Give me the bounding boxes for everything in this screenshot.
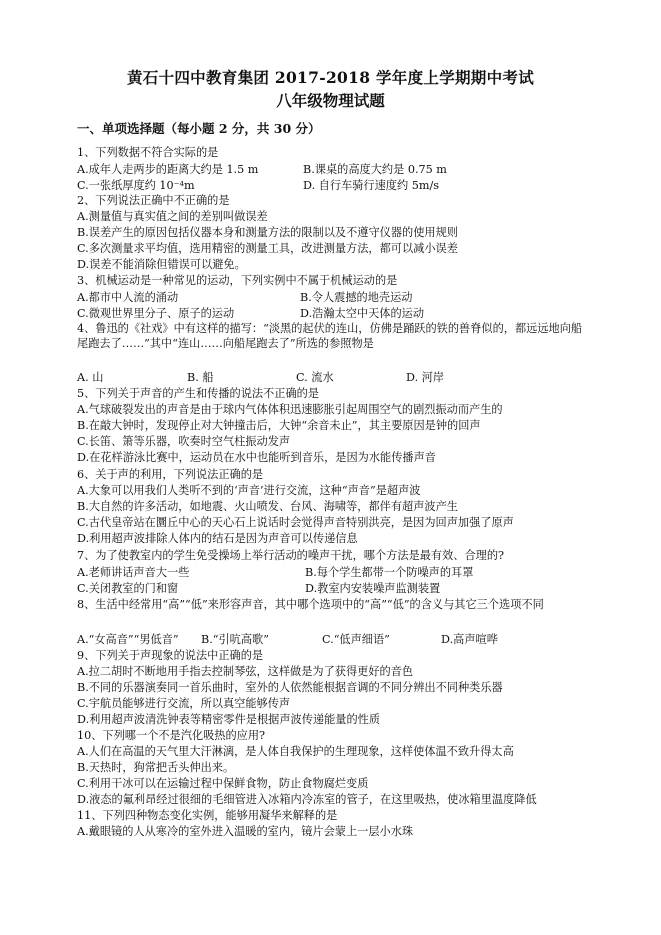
question-5-option-d: D.在花样游泳比赛中，运动员在水中也能听到音乐，是因为水能传播声音 [77,451,436,464]
section-heading: 一、单项选择题（每小题 2 分，共 30 分） [77,121,321,136]
question-5-option-a: A.气球破裂发出的声音是由于球内气体体积迅速膨胀引起周围空气的剧烈振动而产生的 [77,403,503,416]
question-4-stem: 4、鲁迅的《社戏》中有这样的描写：“淡黑的起伏的连山，仿佛是踊跃的铁的兽脊似的，都远远地向船尾跑去了……”其中“连山……向船尾跑去了”所选的参照物是 [77,322,583,350]
question-10-option-d: D.液态的氟利昂经过很细的毛细管进入冰箱内冷冻室的管子，在这里吸热，使冰箱里温度降低 [77,793,537,806]
question-7-option-a: A.老师讲话声音大一些 [77,566,190,579]
question-10-option-c: C.利用干冰可以在运输过程中保鲜食物，防止食物腐烂变质 [77,777,369,790]
question-9-option-d: D.利用超声波清洗钟表等精密零件是根据声波传递能量的性质 [77,713,381,726]
question-6-option-a: A.大象可以用我们人类听不到的‘声音’进行交流，这种“声音”是超声波 [77,484,421,497]
question-9-option-a: A.拉二胡时不断地用手指去控制琴弦，这样做是为了获得更好的音色 [77,665,414,678]
question-9-option-c: C.宇航员能够进行交流，所以真空能够传声 [77,697,291,710]
question-10-stem: 10、下列哪一个不是汽化吸热的应用? [77,729,266,742]
question-3-option-d: D.浩瀚太空中天体的运动 [300,307,425,320]
question-8-option-a: A.“女高音”“男低音” [77,633,179,646]
question-2-option-a: A.测量值与真实值之间的差别叫做误差 [77,210,268,223]
question-2-option-b: B.误差产生的原因包括仪器本身和测量方法的限制以及不遵守仪器的使用规则 [77,226,458,239]
exam-title: 黄石十四中教育集团 2017-2018 学年度上学期期中考试 [126,68,534,87]
question-11-stem: 11、下列四种物态变化实例，能够用凝华来解释的是 [77,809,338,822]
question-3-option-c: C.微观世界里分子、原子的运动 [77,307,235,320]
question-5-option-c: C.长笛、箫等乐器，吹奏时空气柱振动发声 [77,435,291,448]
question-7-option-d: D.教室内安装噪声监测装置 [305,582,441,595]
question-7-stem: 7、为了使教室内的学生免受操场上举行活动的噪声干扰，哪个方法是最有效、合理的? [77,549,505,562]
question-2-option-c: C.多次测量求平均值，选用精密的测量工具，改进测量方法，都可以减小误差 [77,242,458,255]
question-6-option-c: C.古代皇帝站在圜丘中心的天心石上说话时会觉得声音特别洪亮，是因为回声加强了原声 [77,516,514,529]
question-10-option-a: A.人们在高温的天气里大汗淋漓，是人体自我保护的生理现象，这样使体温不致升得太高 [77,745,514,758]
question-3-option-b: B.令人震撼的地壳运动 [300,291,413,304]
question-4-option-a: A. 山 [77,371,104,384]
question-7-option-c: C.关闭教室的门和窗 [77,582,179,595]
question-8-stem: 8、生活中经常用“高”“低”来形容声音，其中哪个选项中的“高”“低”的含义与其它三个选项不同 [77,598,544,611]
exam-subtitle: 八年级物理试题 [276,91,385,110]
question-11-option-a: A.戴眼镜的人从寒冷的室外进入温暖的室内，镜片会蒙上一层小水珠 [77,825,414,838]
question-4-option-d: D. 河岸 [406,371,445,384]
question-8-option-d: D.高声喧哗 [441,633,498,646]
question-7-option-b: B.每个学生都带一个防噪声的耳罩 [305,566,474,579]
question-1-option-d: D. 自行车骑行速度约 5m/s [303,179,439,192]
question-1-option-c: C.一张纸厚度约 10⁻⁴m [77,179,195,192]
question-5-option-b: B.在敲大钟时，发现停止对大钟撞击后，大钟“余音未止”，其主要原因是钟的回声 [77,419,481,432]
question-3-stem: 3、机械运动是一种常见的运动，下列实例中不属于机械运动的是 [77,274,398,287]
question-6-option-d: D.利用超声波排除人体内的结石是因为声音可以传递信息 [77,532,358,545]
question-4-option-b: B. 船 [187,371,214,384]
question-9-stem: 9、下列关于声现象的说法中正确的是 [77,649,264,662]
question-1-option-a: A.成年人走两步的距离大约是 1.5 m [77,163,259,176]
question-6-option-b: B.大自然的许多活动，如地震、火山喷发、台风、海啸等，都伴有超声波产生 [77,500,458,513]
question-8-option-c: C.“低声细语” [322,633,390,646]
question-2-option-d: D.误差不能消除但错误可以避免。 [77,258,246,271]
question-1-option-b: B.课桌的高度大约是 0.75 m [303,163,447,176]
question-8-option-b: B.“引吭高歌” [201,633,269,646]
question-1-stem: 1、下列数据不符合实际的是 [77,146,219,159]
question-9-option-b: B.不同的乐器演奏同一首乐曲时，室外的人依然能根据音调的不同分辨出不同种类乐器 [77,681,503,694]
question-5-stem: 5、下列关于声音的产生和传播的说法不正确的是 [77,387,320,400]
question-2-stem: 2、下列说法正确中不正确的是 [77,194,230,207]
question-4-option-c: C. 流水 [296,371,334,384]
question-10-option-b: B.天热时，狗常把舌头伸出来。 [77,761,235,774]
question-3-option-a: A.都市中人流的涌动 [77,291,179,304]
question-6-stem: 6、关于声的利用，下列说法正确的是 [77,468,264,481]
